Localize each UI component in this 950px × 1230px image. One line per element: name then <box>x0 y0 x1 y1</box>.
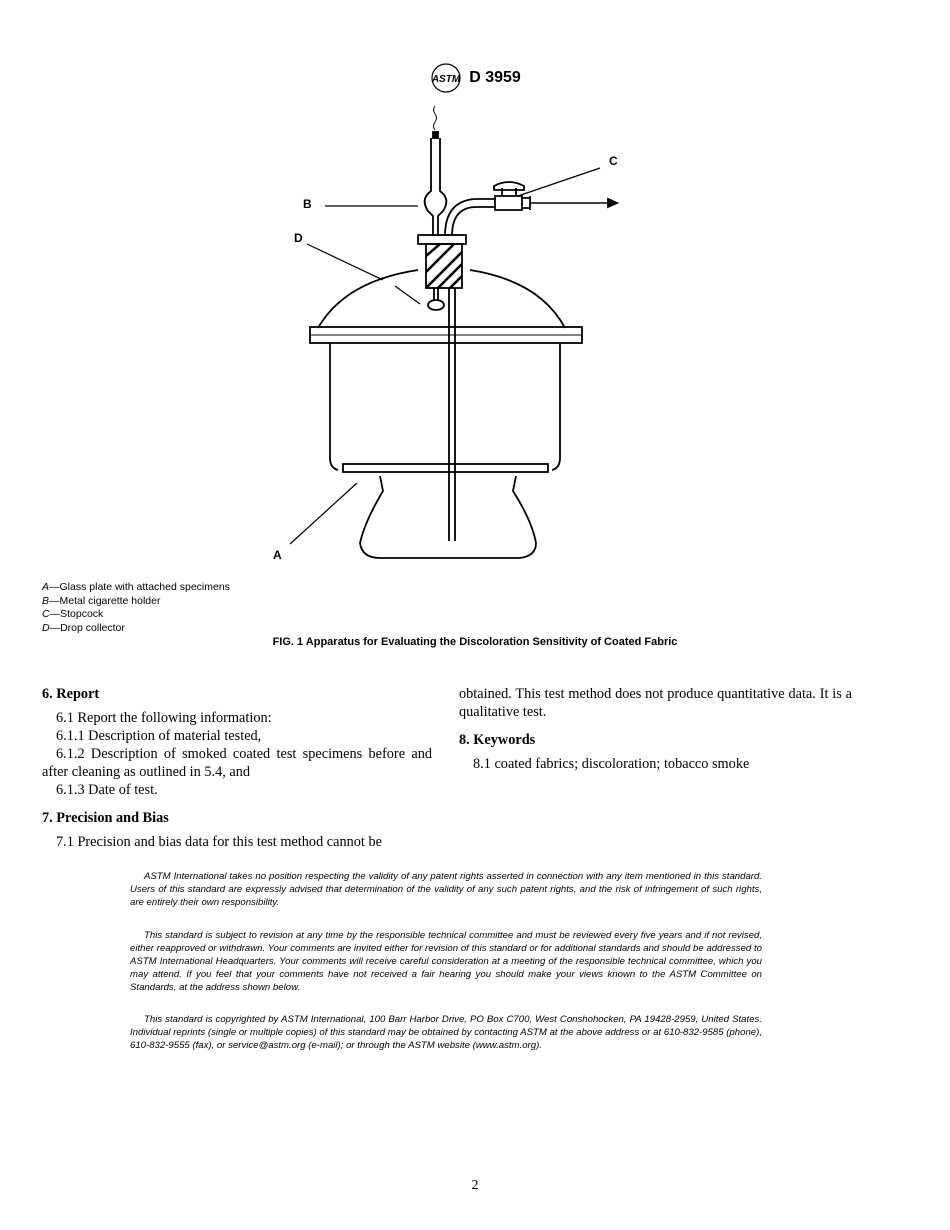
leader-line-a <box>290 483 357 544</box>
patent-notice <box>130 870 762 909</box>
legend-item: D—Drop collector <box>42 621 125 634</box>
copyright-notice <box>130 1013 762 1052</box>
central-rod <box>449 288 455 541</box>
leader-line-c <box>518 168 600 196</box>
revision-notice <box>130 929 762 994</box>
figure-label-c: C <box>609 154 618 168</box>
standard-designation: D 3959 <box>469 69 521 86</box>
paragraph-8-1: 8.1 coated fabrics; discoloration; tobacco smoke <box>473 756 750 772</box>
stopper-collar <box>418 235 466 244</box>
figure-label-a: A <box>273 548 282 562</box>
copyright-notice-text: This standard is copyrighted by ASTM International, 100 Barr Harbor Drive, PO Box C700, West Conshohocken, PA 19428-2959, United States. Individual reprints (single or multiple copies) of this standard may be obtained by contacting ASTM at the above address or at 610-832-9585 (phone), 610-832-9555 (fax), or service@astm.org (e-mail); or through the ASTM website (www.astm.org). <box>130 1014 762 1051</box>
page-number: 2 <box>471 1178 479 1193</box>
apparatus-figure <box>270 96 630 571</box>
leader-line-d <box>307 244 383 280</box>
paragraph-6-1-2: 6.1.2 Description of smoked coated test specimens before and after cleaning as outlined in 5.4, and <box>42 746 432 780</box>
page-header <box>0 62 950 94</box>
side-tube <box>445 199 495 236</box>
cigarette-holder <box>425 138 447 236</box>
desiccator-base <box>360 476 536 558</box>
right-column <box>459 685 852 773</box>
paragraph-7-1: 7.1 Precision and bias data for this test method cannot be <box>56 834 382 850</box>
figure-legend <box>42 581 230 635</box>
desiccator-lid <box>318 270 565 328</box>
paragraph-6-1-1: 6.1.1 Description of material tested, <box>56 728 262 744</box>
paragraph-6-1: 6.1 Report the following information: <box>56 710 272 726</box>
paragraph-7-1-continued: obtained. This test method does not produce quantitative data. It is a qualitative test. <box>459 686 852 720</box>
astm-logo <box>429 62 463 94</box>
glass-plate <box>343 464 548 472</box>
section-heading-keywords: 8. Keywords <box>459 732 536 748</box>
legend-item: A—Glass plate with attached specimens <box>42 581 230 593</box>
revision-notice-text: This standard is subject to revision at any time by the responsible technical committee and must be reviewed every five years and if not revised, either reapproved or withdrawn. Your comments are invited either for revision of this standard or for additional standards and should be addressed to ASTM International Headquarters. Your comments will receive careful consideration at a meeting of the responsible technical committee, which you may attend. If you feel that your comments have not received a fair hearing you should make your views known to the ASTM Committee on Standards, at the address shown below. <box>130 930 762 993</box>
legend-item: C—Stopcock <box>42 608 104 620</box>
desiccator-body <box>330 343 560 470</box>
section-heading-report: 6. Report <box>42 686 100 702</box>
figure-caption: FIG. 1 Apparatus for Evaluating the Discoloration Sensitivity of Coated Fabric <box>272 636 678 648</box>
patent-notice-text: ASTM International takes no position respecting the validity of any patent rights asserted in connection with any item mentioned in this standard. Users of this standard are expressly advised that determination of the validity of any such patent rights, and the risk of infringement of such rights, are entirely their own responsibility. <box>130 871 762 908</box>
figure-label-b: B <box>303 197 312 211</box>
figure-label-d: D <box>294 231 303 245</box>
left-column <box>42 685 432 851</box>
section-heading-precision: 7. Precision and Bias <box>42 810 169 826</box>
outlet-arrow <box>608 199 617 207</box>
cigarette <box>433 132 438 138</box>
paragraph-6-1-3: 6.1.3 Date of test. <box>56 782 158 798</box>
smoke-squiggle <box>434 106 437 130</box>
astm-logo-text: ASTM <box>432 74 461 85</box>
drop-collector <box>434 288 438 301</box>
stopcock <box>494 182 530 210</box>
legend-item: B—Metal cigarette holder <box>42 594 161 607</box>
